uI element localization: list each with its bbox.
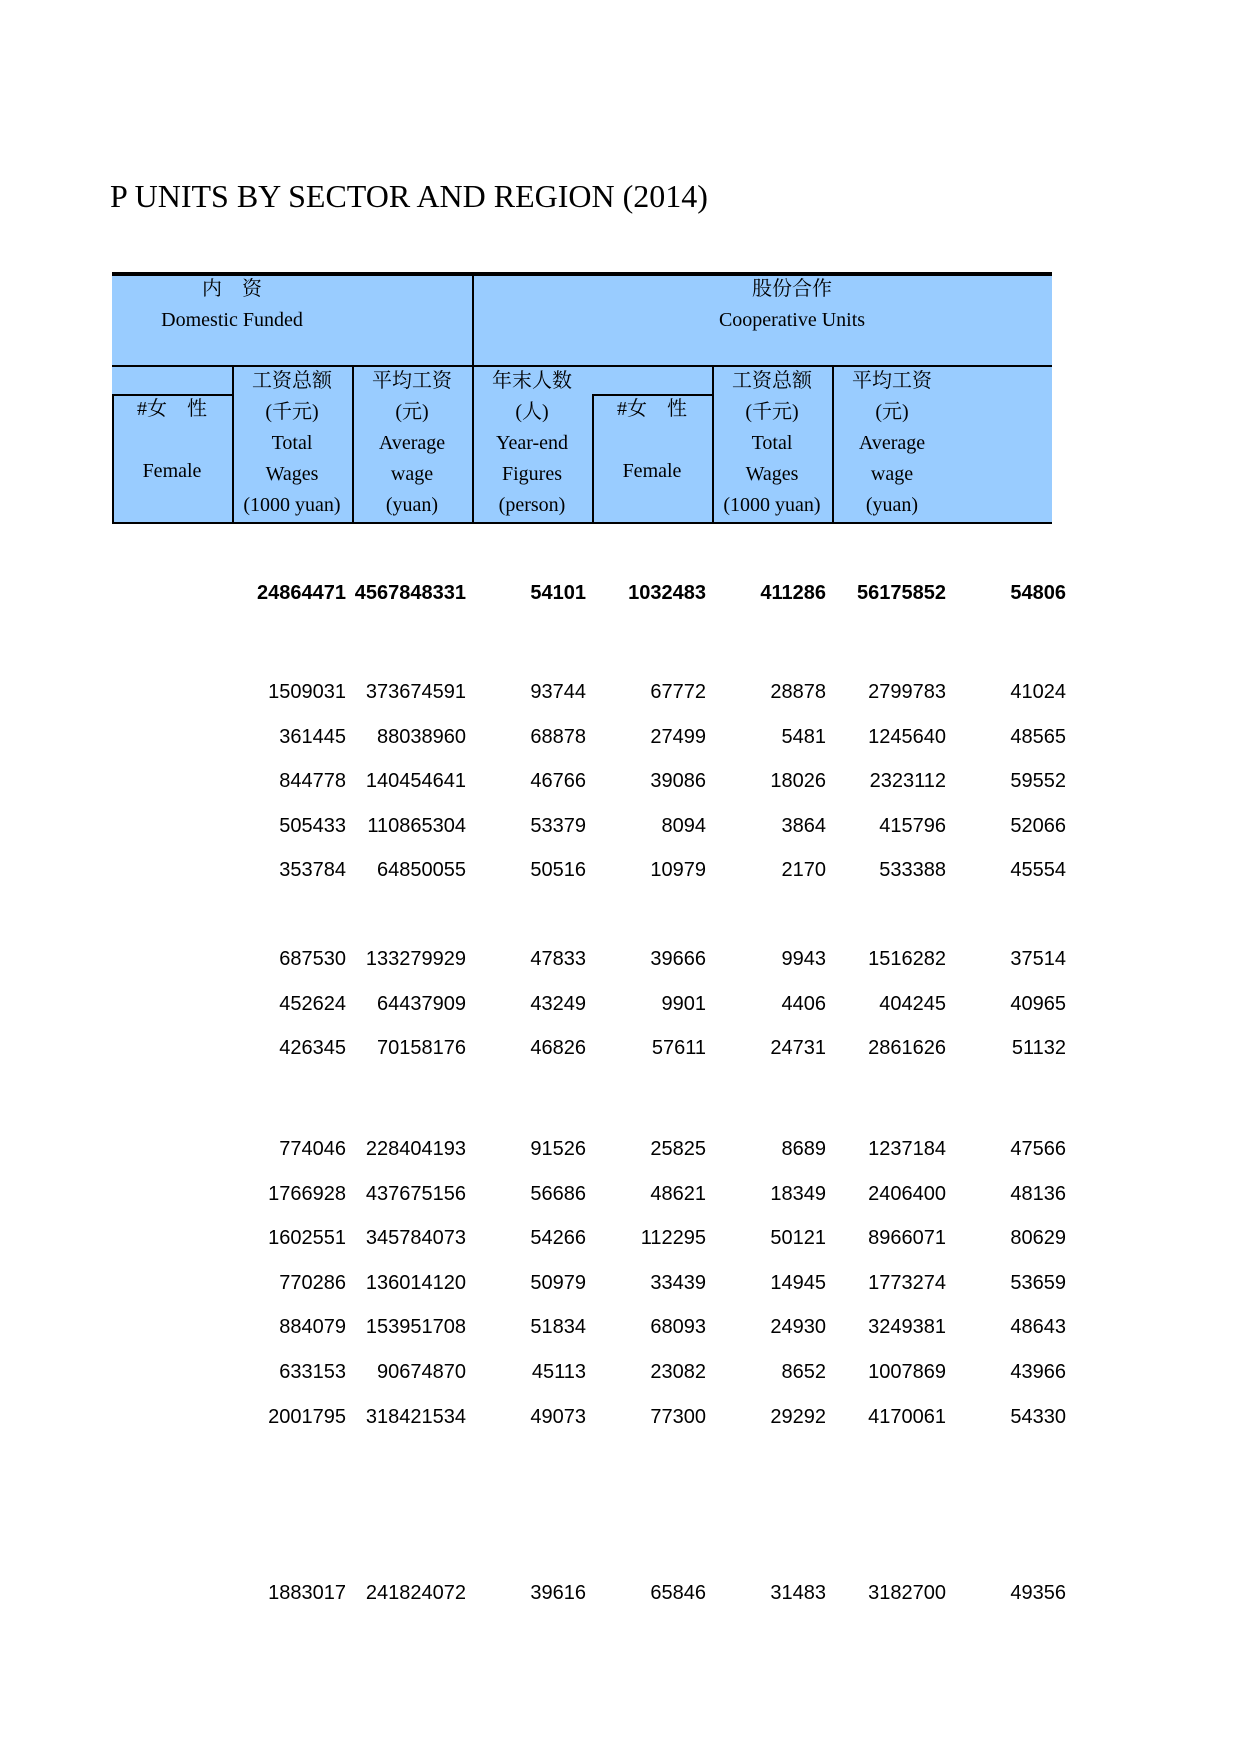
table-row (112, 1312, 1066, 1342)
table-cell: 1245640 (868, 726, 946, 748)
table-cell: 24731 (770, 1037, 826, 1059)
column-header-line (592, 425, 712, 456)
table-row (112, 1223, 1066, 1253)
table-cell: 31483 (770, 1582, 826, 1604)
table-cell: 153951708 (365, 1316, 466, 1338)
table-row (112, 1268, 1066, 1298)
table-cell: 136014120 (365, 1272, 466, 1294)
table-cell: 14945 (770, 1272, 826, 1294)
table-cell: 23082 (650, 1361, 706, 1383)
table-cell: 241824072 (365, 1582, 466, 1604)
table-cell: 140454641 (365, 770, 466, 792)
table-row (112, 1033, 1066, 1063)
column-header-line: Average (378, 432, 446, 454)
table-cell: 844778 (279, 770, 346, 792)
table-cell: 2323112 (869, 770, 946, 792)
table-cell: 80629 (1010, 1227, 1066, 1249)
table-cell: 228404193 (365, 1138, 466, 1160)
table-cell: 39086 (650, 770, 706, 792)
column-header-line: #女 性 (137, 398, 207, 420)
table-cell: 67772 (650, 681, 706, 703)
table-cell: 18026 (770, 770, 826, 792)
table-cell: 10979 (650, 859, 706, 881)
table-cell: 415796 (879, 815, 946, 837)
column-header-line: #女 性 (617, 398, 687, 420)
table-cell: 3249381 (868, 1316, 946, 1338)
table-cell: 47566 (1010, 1138, 1066, 1160)
table-cell: 2799783 (868, 681, 946, 703)
column-header-line: (元) (395, 401, 429, 423)
table-cell: 28878 (770, 681, 826, 703)
table-cell: 46826 (530, 1037, 586, 1059)
column-header-line: wage (390, 463, 434, 485)
header-bottom-rule (112, 522, 1052, 524)
table-row (112, 1134, 1066, 1164)
table-cell: 54806 (1010, 582, 1066, 604)
table-cell: 51132 (1011, 1037, 1066, 1059)
group-domestic-funded (112, 274, 352, 336)
table-cell: 70158176 (377, 1037, 466, 1059)
column-header-line: Total (271, 432, 313, 454)
table-cell: 1766928 (268, 1183, 346, 1205)
table-cell: 633153 (279, 1361, 346, 1383)
table-cell: 37514 (1010, 948, 1066, 970)
table-cell: 59552 (1010, 770, 1066, 792)
group-cn-label: 内 资 (202, 278, 262, 300)
column-header-line: (千元) (265, 401, 319, 423)
column-header-line: Average (858, 432, 926, 454)
page-title: P UNITS BY SECTOR AND REGION (2014) (110, 178, 708, 214)
column-header (592, 394, 712, 487)
table-cell: 1602551 (268, 1227, 346, 1249)
table-cell: 3182700 (868, 1582, 946, 1604)
table-cell: 77300 (650, 1406, 706, 1428)
table-cell: 91526 (530, 1138, 586, 1160)
column-header-line: (yuan) (385, 494, 439, 516)
table-cell: 47833 (530, 948, 586, 970)
table-cell: 9901 (661, 993, 706, 1015)
column-header-line: Wages (265, 463, 319, 485)
column-header-line: 工资总额 (252, 370, 332, 392)
table-row (112, 722, 1066, 752)
table-cell: 133279929 (365, 948, 466, 970)
table-cell: 426345 (279, 1037, 346, 1059)
table-cell: 27499 (650, 726, 706, 748)
total-row (112, 578, 1066, 608)
group-cn-label: 股份合作 (752, 278, 832, 300)
table-cell: 52066 (1010, 815, 1066, 837)
table-cell: 68093 (650, 1316, 706, 1338)
column-header (472, 366, 592, 521)
table-cell: 64437909 (377, 993, 466, 1015)
table-cell: 65846 (650, 1582, 706, 1604)
column-header-line: (人) (515, 401, 549, 423)
column-header (712, 366, 832, 521)
table-cell: 1883017 (268, 1582, 346, 1604)
column-header (112, 394, 232, 487)
table-cell: 1032483 (628, 582, 706, 604)
table-cell: 57611 (651, 1037, 706, 1059)
table-cell: 50516 (530, 859, 586, 881)
table-row (112, 1578, 1066, 1608)
table-cell: 2861626 (868, 1037, 946, 1059)
column-header-line: (元) (875, 401, 909, 423)
table-cell: 1007869 (868, 1361, 946, 1383)
column-header-line: (yuan) (865, 494, 919, 516)
column-header-line: wage (870, 463, 914, 485)
table-cell: 8966071 (868, 1227, 946, 1249)
table-cell: 50121 (770, 1227, 826, 1249)
column-header-line: Total (751, 432, 793, 454)
table-row (112, 811, 1066, 841)
table-cell: 345784073 (365, 1227, 466, 1249)
table-cell: 48643 (1010, 1316, 1066, 1338)
column-header (832, 366, 952, 521)
table-cell: 43966 (1010, 1361, 1066, 1383)
table-cell: 318421534 (365, 1406, 466, 1428)
table-cell: 49356 (1010, 1582, 1066, 1604)
table-cell: 40965 (1010, 993, 1066, 1015)
table-cell: 5481 (781, 726, 826, 748)
table-cell: 39666 (650, 948, 706, 970)
column-header (352, 366, 472, 521)
table-cell: 437675156 (365, 1183, 466, 1205)
table-cell: 48621 (650, 1183, 706, 1205)
column-header-line: Female (622, 460, 682, 482)
table-cell: 41024 (1010, 681, 1066, 703)
column-header-line: 年末人数 (492, 370, 572, 392)
table-cell: 4567848331 (354, 582, 466, 604)
table-cell: 404245 (879, 993, 946, 1015)
table-cell: 90674870 (377, 1361, 466, 1383)
table-cell: 56175852 (857, 582, 946, 604)
table-cell: 884079 (279, 1316, 346, 1338)
table-row (112, 989, 1066, 1019)
table-cell: 4170061 (868, 1406, 946, 1428)
table-cell: 774046 (279, 1138, 346, 1160)
table-row (112, 766, 1066, 796)
table-cell: 29292 (770, 1406, 826, 1428)
table-row (112, 1402, 1066, 1432)
table-row (112, 944, 1066, 974)
table-cell: 1516282 (868, 948, 946, 970)
column-header-line: (千元) (745, 401, 799, 423)
table-cell: 48136 (1010, 1183, 1066, 1205)
table-cell: 8094 (661, 815, 706, 837)
table-cell: 2406400 (868, 1183, 946, 1205)
table-cell: 373674591 (365, 681, 466, 703)
table-cell: 24864471 (257, 582, 346, 604)
table-cell: 533388 (879, 859, 946, 881)
column-header (232, 366, 352, 521)
table-row (112, 855, 1066, 885)
table-cell: 48565 (1010, 726, 1066, 748)
table-cell: 45554 (1010, 859, 1066, 881)
column-header-line: Figures (502, 463, 562, 485)
table-cell: 46766 (530, 770, 586, 792)
table-cell: 2001795 (268, 1406, 346, 1428)
column-header-line: (1000 yuan) (243, 494, 341, 516)
table-cell: 64850055 (377, 859, 466, 881)
table-cell: 112295 (640, 1227, 706, 1249)
table-cell: 25825 (650, 1138, 706, 1160)
table-cell: 54101 (530, 582, 586, 604)
table-cell: 53379 (530, 815, 586, 837)
table-cell: 88038960 (377, 726, 466, 748)
table-cell: 51834 (530, 1316, 586, 1338)
table-row (112, 677, 1066, 707)
column-header-line: 工资总额 (732, 370, 812, 392)
table-cell: 452624 (279, 993, 346, 1015)
table-cell: 361445 (279, 726, 346, 748)
table-cell: 770286 (279, 1272, 346, 1294)
table-cell: 1509031 (268, 681, 346, 703)
table-cell: 411286 (760, 582, 826, 604)
table-cell: 353784 (279, 859, 346, 881)
column-header-line: 平均工资 (372, 370, 452, 392)
table-cell: 3864 (781, 815, 826, 837)
column-header-line: 平均工资 (852, 370, 932, 392)
column-header-line: Wages (745, 463, 799, 485)
column-header-line: (person) (498, 494, 566, 516)
column-header-line (112, 425, 232, 456)
table-cell: 2170 (781, 859, 826, 881)
table-cell: 8652 (781, 1361, 826, 1383)
table-cell: 43249 (530, 993, 586, 1015)
table-cell: 39616 (530, 1582, 586, 1604)
column-header-line: (1000 yuan) (723, 494, 821, 516)
table-cell: 9943 (781, 948, 826, 970)
table-cell: 1237184 (868, 1138, 946, 1160)
table-cell: 68878 (530, 726, 586, 748)
table-cell: 56686 (530, 1183, 586, 1205)
group-en-label: Domestic Funded (161, 309, 303, 331)
table-cell: 687530 (279, 948, 346, 970)
table-cell: 33439 (650, 1272, 706, 1294)
table-cell: 45113 (531, 1361, 586, 1383)
group-en-label: Cooperative Units (718, 309, 866, 331)
table-cell: 4406 (781, 993, 826, 1015)
table-cell: 53659 (1010, 1272, 1066, 1294)
table-cell: 18349 (770, 1183, 826, 1205)
group-cooperative-units (532, 274, 1052, 336)
table-header (112, 272, 1052, 524)
table-cell: 50979 (530, 1272, 586, 1294)
table-row (112, 1357, 1066, 1387)
table-cell: 93744 (530, 681, 586, 703)
column-header-line: Female (142, 460, 202, 482)
table-cell: 110865304 (367, 815, 466, 837)
table-cell: 54266 (530, 1227, 586, 1249)
table-cell: 24930 (770, 1316, 826, 1338)
table-cell: 54330 (1010, 1406, 1066, 1428)
table-cell: 1773274 (868, 1272, 946, 1294)
table-cell: 8689 (781, 1138, 826, 1160)
table-cell: 49073 (530, 1406, 586, 1428)
table-cell: 505433 (279, 815, 346, 837)
table-row (112, 1179, 1066, 1209)
column-header-line: Year-end (496, 432, 568, 454)
